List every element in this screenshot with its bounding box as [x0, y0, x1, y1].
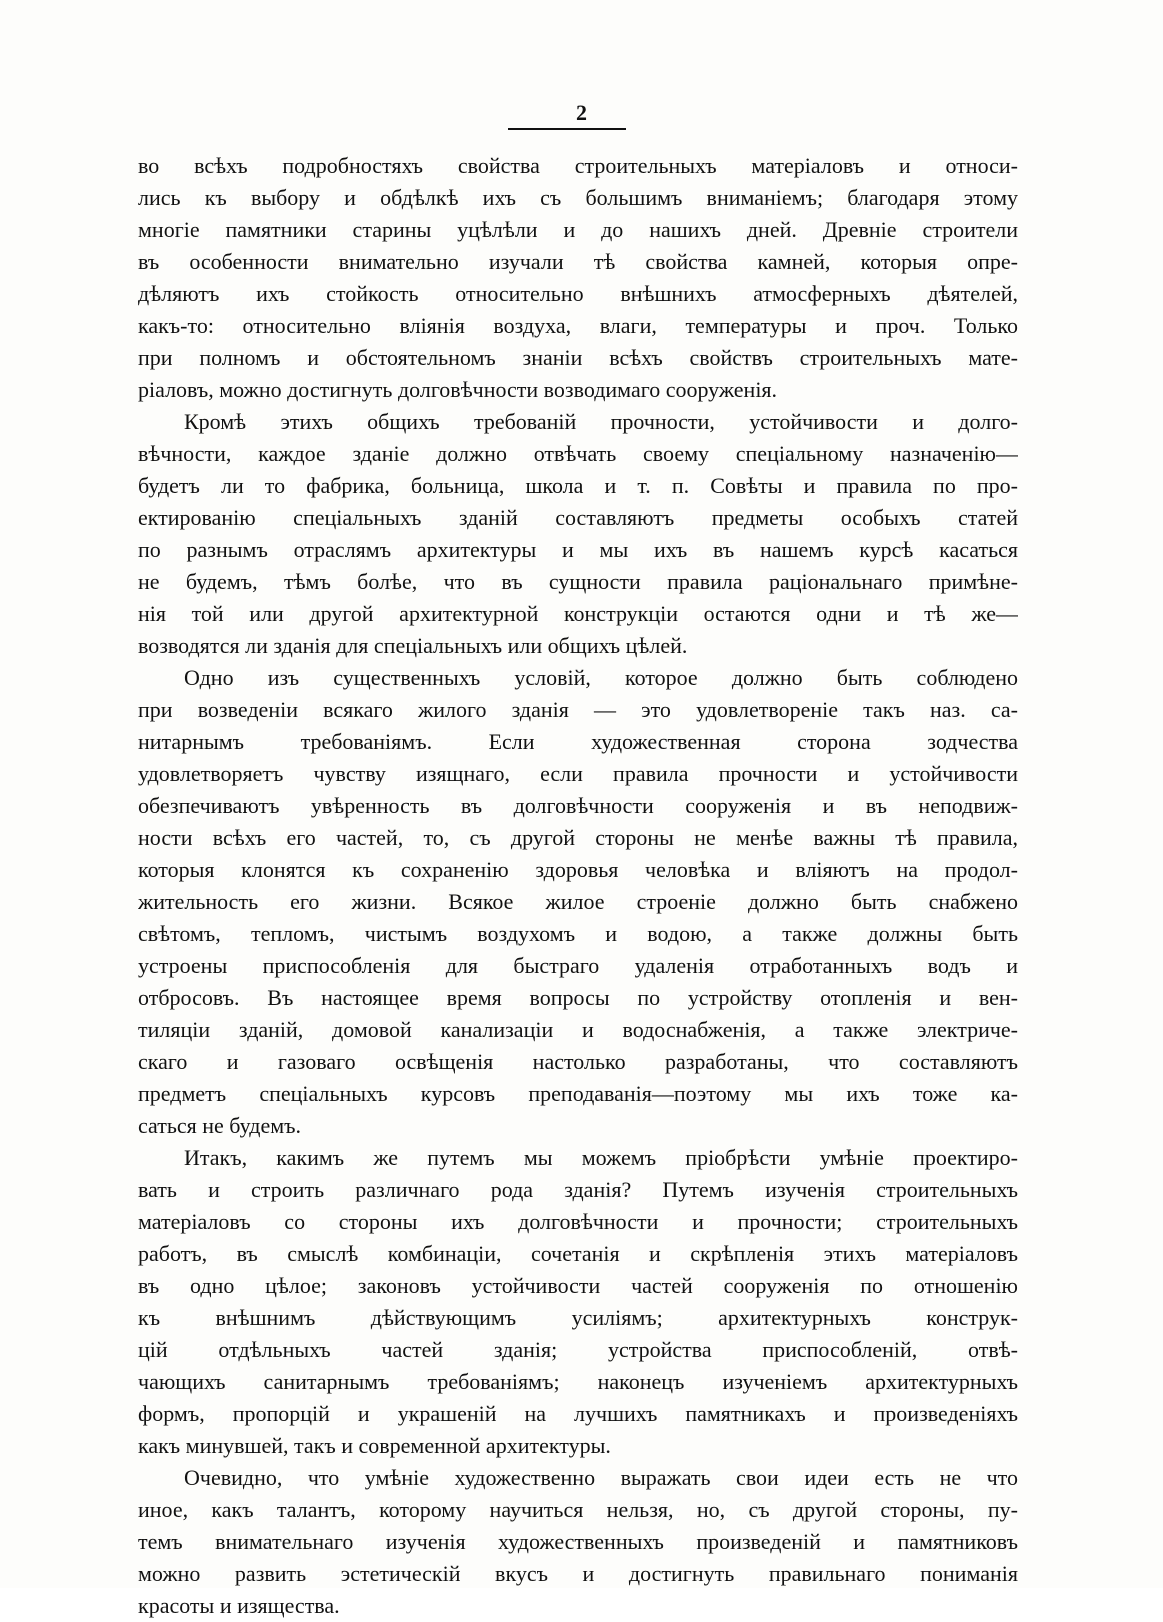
text-line: возводятся ли зданія для спеціальныхъ или общихъ цѣлей.: [138, 633, 688, 658]
text-line: при возведеніи всякаго жилого зданія — это удовлетвореніе такъ наз. са-: [138, 697, 1018, 722]
text-line: какъ минувшей, такъ и современной архитектуры.: [138, 1433, 611, 1458]
text-line: иное, какъ талантъ, которому научиться нельзя, но, съ другой стороны, пу-: [138, 1497, 1018, 1522]
text-line: работъ, въ смыслѣ комбинаціи, сочетанія и скрѣпленія этихъ матеріаловъ: [138, 1241, 1018, 1266]
text-line: ектированію спеціальныхъ зданій составляютъ предметы особыхъ статей: [138, 505, 1018, 530]
text-line: не будемъ, тѣмъ болѣе, что въ сущности правила раціональнаго примѣне-: [138, 569, 1018, 594]
body-text: [138, 150, 1018, 1622]
text-line: скаго и газоваго освѣщенія настолько разработаны, что составляютъ: [138, 1049, 1018, 1074]
text-line: формъ, пропорцій и украшеній на лучшихъ памятникахъ и произведеніяхъ: [138, 1401, 1018, 1426]
text-line: отбросовъ. Въ настоящее время вопросы по устройству отопленія и вен-: [138, 985, 1018, 1010]
text-line: во всѣхъ подробностяхъ свойства строительныхъ матеріаловъ и относи-: [138, 153, 1018, 178]
text-line: устроены приспособленія для быстраго удаленія отработанныхъ водъ и: [138, 953, 1018, 978]
text-line: которыя клонятся къ сохраненію здоровья человѣка и вліяютъ на продол-: [138, 857, 1018, 882]
text-line: многіе памятники старины уцѣлѣли и до нашихъ дней. Древніе строители: [138, 217, 1018, 242]
page-number-rule: [508, 128, 626, 130]
text-line: свѣтомъ, тепломъ, чистымъ воздухомъ и водою, а также должны быть: [138, 921, 1018, 946]
page-number: 2: [576, 100, 587, 125]
text-line: ріаловъ, можно достигнуть долговѣчности возводимаго сооруженія.: [138, 377, 778, 402]
text-line: въ особенности внимательно изучали тѣ свойства камней, которыя опре-: [138, 249, 1018, 274]
text-line: лись къ выбору и обдѣлкѣ ихъ съ большимъ вниманіемъ; благодаря этому: [138, 185, 1018, 210]
text-line: вѣчности, каждое зданіе должно отвѣчать своему спеціальному назначенію—: [138, 441, 1018, 466]
text-line: чающихъ санитарнымъ требованіямъ; наконецъ изученіемъ архитектурныхъ: [138, 1369, 1018, 1394]
text-line: темъ внимательнаго изученія художественныхъ произведеній и памятниковъ: [138, 1529, 1018, 1554]
text-line: въ одно цѣлое; законовъ устойчивости частей сооруженія по отношенію: [138, 1273, 1018, 1298]
text-line: къ внѣшнимъ дѣйствующимъ усиліямъ; архитектурныхъ конструк-: [138, 1305, 1018, 1330]
text-line: при полномъ и обстоятельномъ знаніи всѣхъ свойствъ строительныхъ мате-: [138, 345, 1018, 370]
text-line: Одно изъ существенныхъ условій, которое должно быть соблюдено: [184, 665, 1018, 690]
text-line: ности всѣхъ его частей, то, съ другой стороны не менѣе важны тѣ правила,: [138, 825, 1018, 850]
text-line: Кромѣ этихъ общихъ требованій прочности, устойчивости и долго-: [184, 409, 1018, 434]
text-line: удовлетворяетъ чувству изящнаго, если правила прочности и устойчивости: [138, 761, 1018, 786]
text-line: саться не будемъ.: [138, 1113, 302, 1138]
text-line: жительность его жизни. Всякое жилое строеніе должно быть снабжено: [138, 889, 1018, 914]
text-line: цій отдѣльныхъ частей зданія; устройства приспособленій, отвѣ-: [138, 1337, 1018, 1362]
text-line: обезпечиваютъ увѣренность въ долговѣчности сооруженія и въ неподвиж-: [138, 793, 1018, 818]
text-line: вать и строить различнаго рода зданія? Путемъ изученія строительныхъ: [138, 1177, 1018, 1202]
text-line: матеріаловъ со стороны ихъ долговѣчности и прочности; строительныхъ: [138, 1209, 1018, 1234]
text-line: тиляціи зданій, домовой канализаціи и водоснабженія, а также электриче-: [138, 1017, 1018, 1042]
text-line: какъ-то: относительно вліянія воздуха, влаги, температуры и проч. Только: [138, 313, 1018, 338]
text-line: нитарнымъ требованіямъ. Если художественная сторона зодчества: [138, 729, 1018, 754]
text-line: нія той или другой архитектурной конструкціи остаются одни и тѣ же—: [138, 601, 1018, 626]
text-line: можно развить эстетическій вкусъ и достигнуть правильнаго пониманія: [138, 1561, 1018, 1586]
text-line: дѣляютъ ихъ стойкость относительно внѣшнихъ атмосферныхъ дѣятелей,: [138, 281, 1018, 306]
text-line: Итакъ, какимъ же путемъ мы можемъ пріобрѣсти умѣніе проектиро-: [184, 1145, 1018, 1170]
text-line: Очевидно, что умѣніе художественно выражать свои идеи есть не что: [184, 1465, 1018, 1490]
text-line: будетъ ли то фабрика, больница, школа и т. п. Совѣты и правила по про-: [138, 473, 1018, 498]
text-line: красоты и изящества.: [138, 1593, 340, 1618]
text-line: по разнымъ отраслямъ архитектуры и мы ихъ въ нашемъ курсѣ касаться: [138, 537, 1018, 562]
text-line: предметъ спеціальныхъ курсовъ преподаванія—поэтому мы ихъ тоже ка-: [138, 1081, 1018, 1106]
